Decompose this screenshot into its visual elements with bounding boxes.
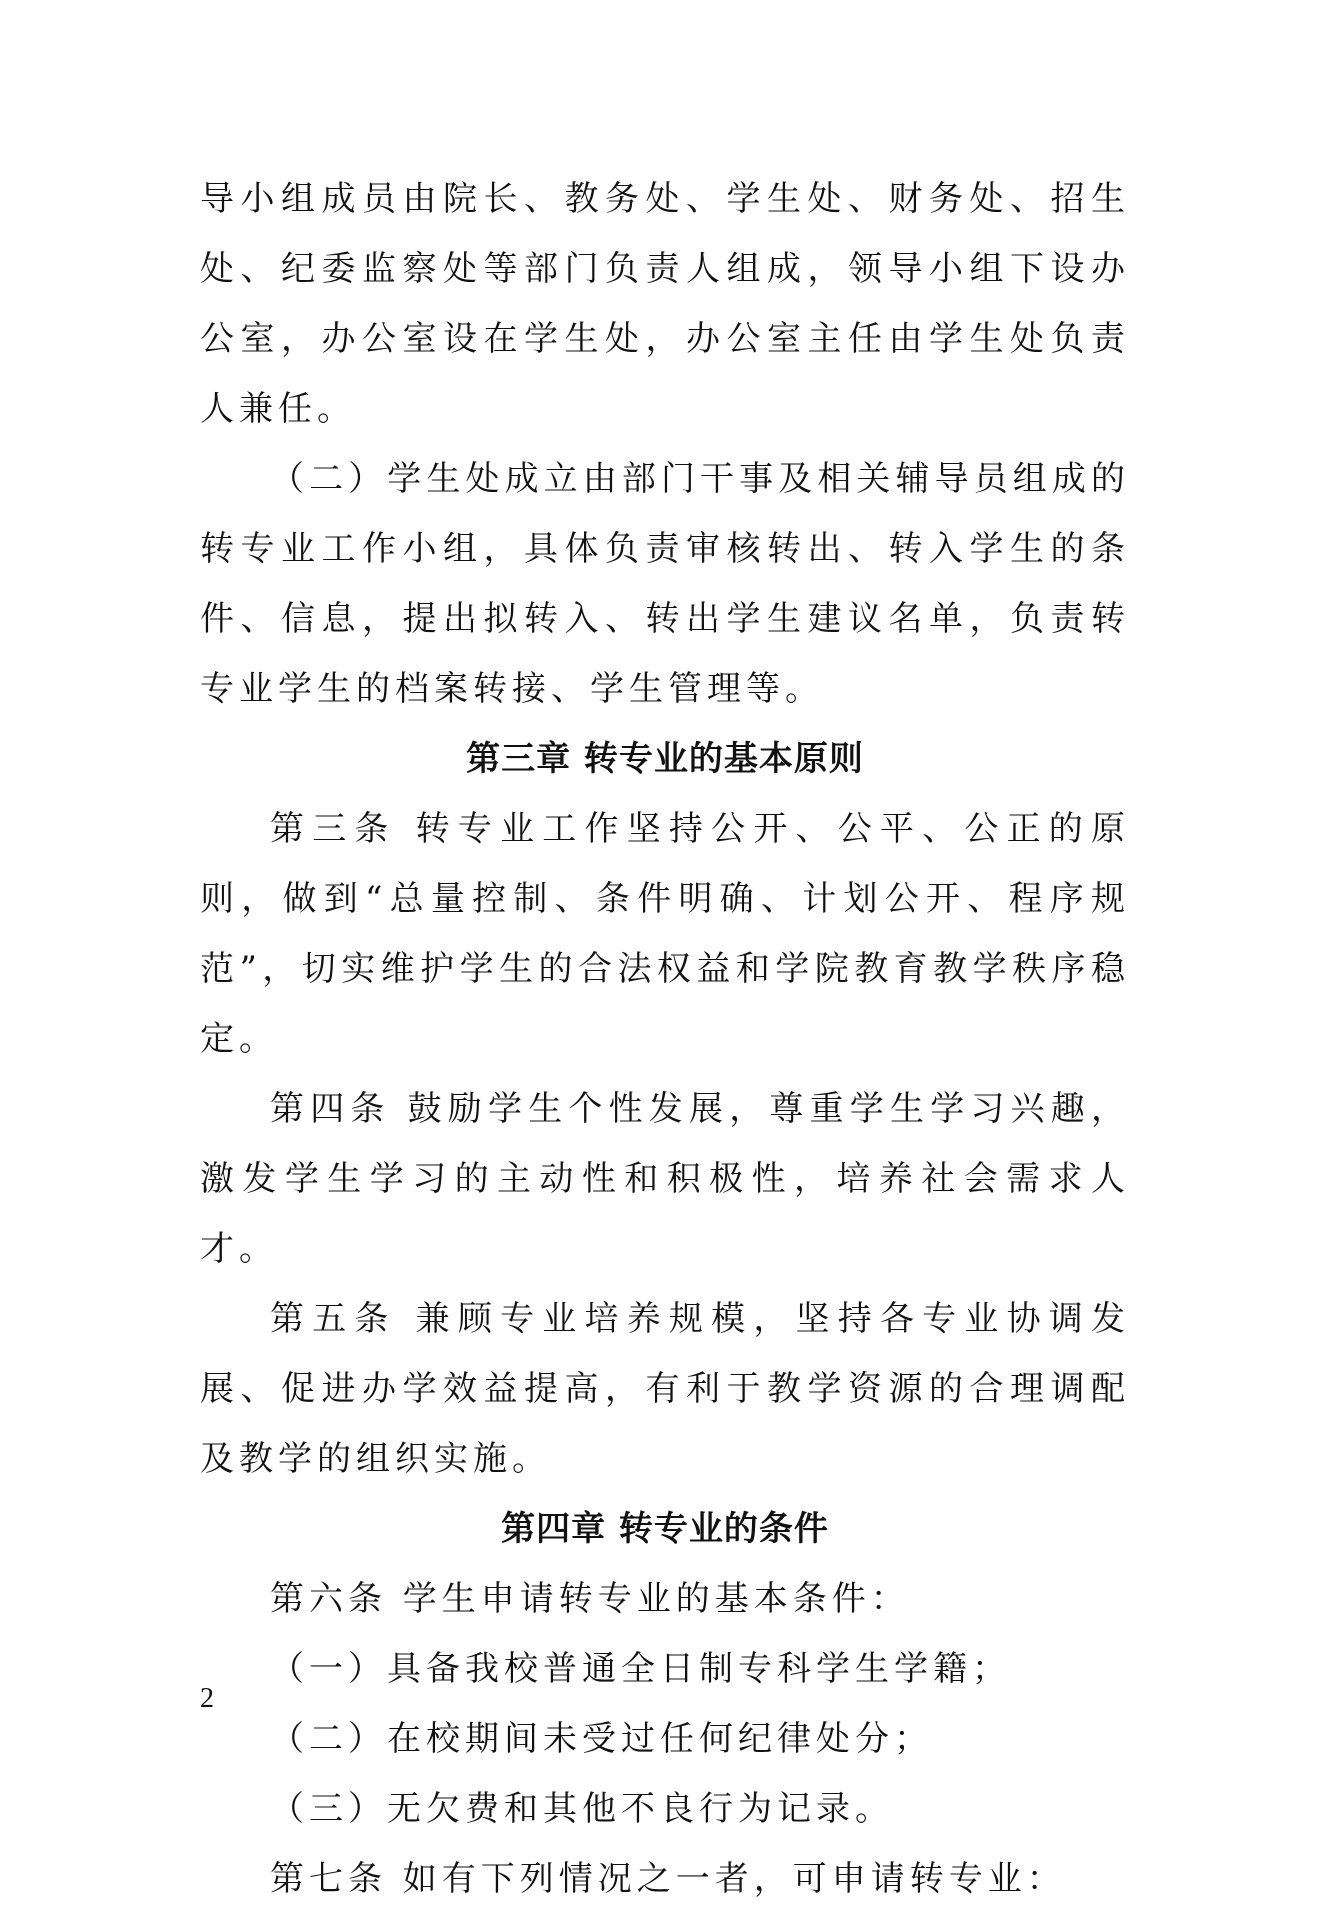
condition-one: （一）具备我校普通全日制专科学生学籍； bbox=[270, 1649, 1011, 1689]
chapter-four-heading: 第四章 转专业的条件 bbox=[501, 1509, 829, 1549]
paragraph-work-group: （二）学生处成立由部门干事及相关辅导员组成的转专业工作小组，具体负责审核转出、转入学生的条件、信息，提出拟转入、转出学生建议名单，负责转专业学生的档案转接、学生管理等。 bbox=[200, 459, 1130, 709]
condition-three: （三）无欠费和其他不良行为记录。 bbox=[270, 1789, 894, 1829]
article-seven: 第七条 如有下列情况之一者，可申请转专业： bbox=[270, 1859, 1066, 1899]
condition-two: （二）在校期间未受过任何纪律处分； bbox=[270, 1719, 933, 1759]
article-six: 第六条 学生申请转专业的基本条件： bbox=[270, 1579, 910, 1619]
paragraph-leadership-group: 导小组成员由院长、教务处、学生处、财务处、招生处、纪委监察处等部门负责人组成，领导小组下设办公室，办公室设在学生处，办公室主任由学生处负责人兼任。 bbox=[200, 179, 1130, 429]
article-four: 第四条 鼓励学生个性发展，尊重学生学习兴趣，激发学生学习的主动性和积极性，培养社会需求人才。 bbox=[200, 1089, 1130, 1269]
page-number: 2 bbox=[200, 1683, 214, 1714]
article-three: 第三条 转专业工作坚持公开、公平、公正的原则，做到“总量控制、条件明确、计划公开、程序规范”，切实维护学生的合法权益和学院教育教学秩序稳定。 bbox=[200, 809, 1130, 1059]
article-five: 第五条 兼顾专业培养规模，坚持各专业协调发展、促进办学效益提高，有利于教学资源的合理调配及教学的组织实施。 bbox=[200, 1299, 1130, 1479]
document-body bbox=[200, 164, 1130, 1914]
chapter-three-heading: 第三章 转专业的基本原则 bbox=[466, 739, 864, 779]
